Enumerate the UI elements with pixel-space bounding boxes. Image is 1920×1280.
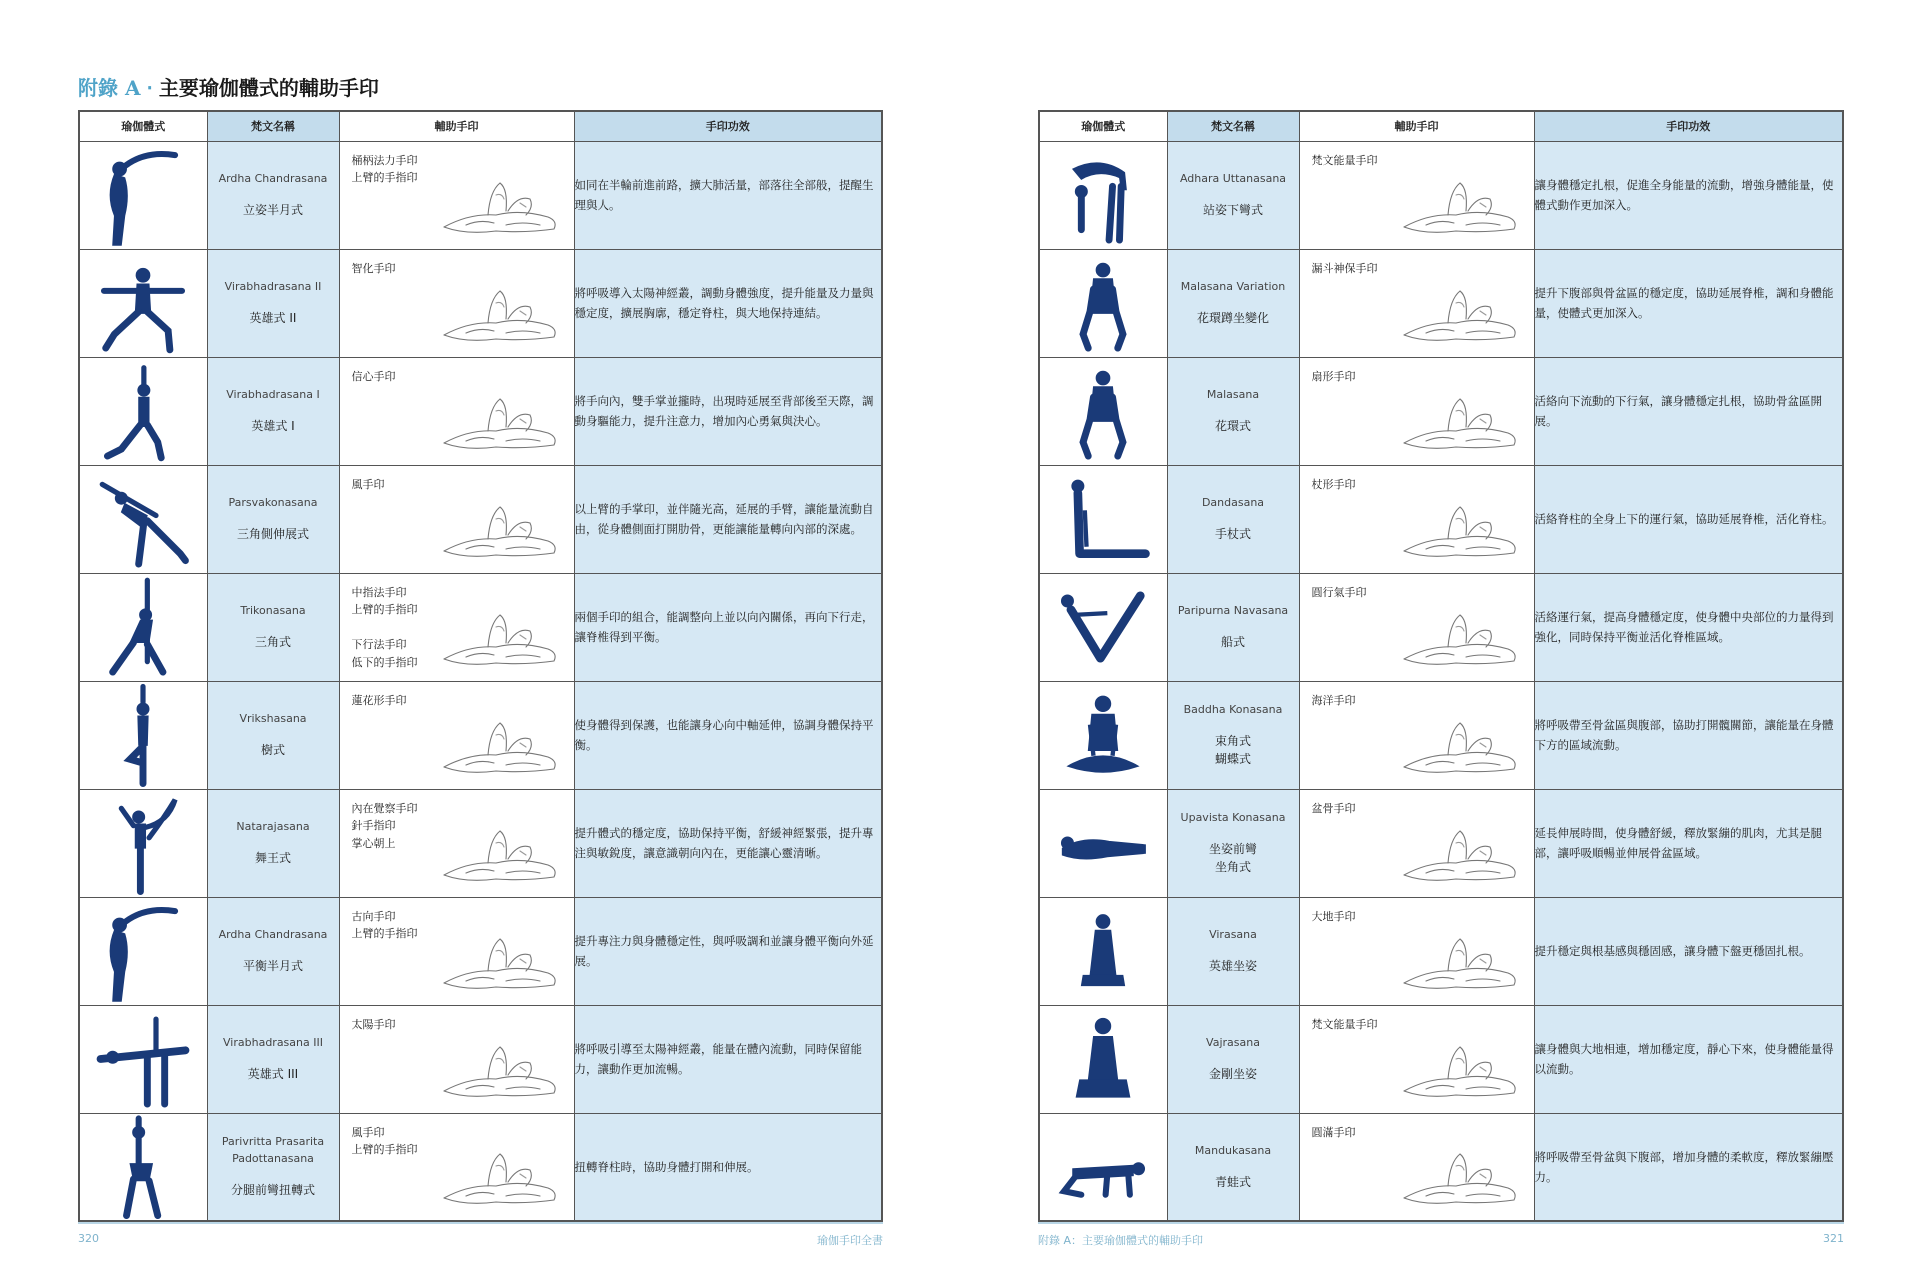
header-sanskrit: 梵文名稱 (1167, 111, 1299, 141)
mudra-illustration (436, 273, 566, 351)
table-row (79, 1005, 882, 1113)
mudra-effect: 讓身體穩定扎根，促進全身能量的流動，增強身體能量，使體式動作更加深入。 (1534, 141, 1843, 249)
table-row (1039, 897, 1843, 1005)
chinese-name: 英雄式 III (247, 1067, 299, 1082)
sanskrit-name: Parsvakonasana (228, 495, 318, 509)
mudra-table-right (1038, 110, 1844, 1222)
hand-mudra-sketch-icon (436, 273, 566, 347)
sanskrit-name: Natarajasana (236, 819, 310, 833)
staff-pose-icon (1048, 467, 1158, 571)
table-row (1039, 465, 1843, 573)
mudra-effect: 活絡脊柱的全身上下的運行氣，協助延展脊椎，活化脊柱。 (1534, 465, 1843, 573)
mudra-cell (339, 1113, 574, 1221)
chinese-name: 花環式 (1214, 419, 1251, 434)
hand-mudra-sketch-icon (1396, 921, 1526, 995)
mudra-name: 盆骨手印 (1311, 801, 1356, 815)
hand-mudra-sketch-icon (436, 489, 566, 563)
thunderbolt-pose-icon (1048, 1007, 1158, 1111)
mudra-name: 桶柄法力手印 上臂的手指印 (351, 153, 418, 185)
pose-figure-cell (1039, 1005, 1167, 1113)
chinese-name: 英雄坐姿 (1208, 959, 1257, 974)
table-row (1039, 789, 1843, 897)
hero-pose-icon (1048, 899, 1158, 1003)
sanskrit-name: Virasana (1209, 927, 1257, 941)
mudra-effect: 提升穩定與根基感與穩固感，讓身體下盤更穩固扎根。 (1534, 897, 1843, 1005)
sanskrit-name: Ardha Chandrasana (218, 927, 328, 941)
pose-name-cell (1167, 573, 1299, 681)
warrior-iii-pose-icon (88, 1007, 198, 1111)
pose-name-cell (207, 357, 339, 465)
chinese-name: 青蛙式 (1214, 1175, 1251, 1189)
title-appendix: 附錄 A (78, 76, 141, 100)
pose-name-cell (1167, 1005, 1299, 1113)
pose-name-cell (207, 789, 339, 897)
mudra-cell (1299, 573, 1534, 681)
mudra-illustration (1396, 1029, 1526, 1107)
mudra-name: 古向手印 上臂的手指印 (351, 909, 418, 941)
chinese-name: 樹式 (260, 743, 285, 758)
pose-name-cell (207, 465, 339, 573)
mudra-illustration (1396, 165, 1526, 243)
mudra-illustration (436, 921, 566, 999)
sanskrit-name: Upavista Konasana (1180, 810, 1286, 824)
mudra-cell (339, 465, 574, 573)
mudra-illustration (436, 813, 566, 891)
mudra-name: 中指法手印 上臂的手指印 下行法手印 低下的手指印 (351, 585, 418, 669)
mudra-illustration (1396, 273, 1526, 351)
mudra-effect: 提升體式的穩定度，協助保持平衡，舒緩神經緊張，提升專注與敏銳度，讓意識朝向內在，更能讓心靈清晰。 (574, 789, 882, 897)
pose-name-cell (207, 141, 339, 249)
table-row (1039, 357, 1843, 465)
mudra-effect: 提升專注力與身體穩定性，與呼吸調和並讓身體平衡向外延展。 (574, 897, 882, 1005)
mudra-name: 太陽手印 (351, 1017, 396, 1031)
hand-mudra-sketch-icon (436, 597, 566, 671)
mudra-name: 梵文能量手印 (1311, 153, 1378, 167)
pose-figure-cell (1039, 465, 1167, 573)
pose-figure-cell (1039, 141, 1167, 249)
table-row (1039, 1005, 1843, 1113)
sanskrit-name: Paripurna Navasana (1177, 603, 1289, 617)
table-header-row (1039, 111, 1843, 141)
half-moon-pose-icon (88, 143, 198, 247)
mudra-cell (339, 573, 574, 681)
pose-name-cell (1167, 465, 1299, 573)
mudra-illustration (436, 1029, 566, 1107)
half-moon-pose-icon (88, 899, 198, 1003)
pose-figure-cell (79, 249, 207, 357)
mudra-effect: 以上臂的手掌印，並伴隨光高，延展的手臂，讓能量流動自由，從身體側面打開肋骨，更能讓能量轉向內部的深處。 (574, 465, 882, 573)
mudra-effect: 將呼吸引導至太陽神經叢，能量在體內流動，同時保留能力，讓動作更加流暢。 (574, 1005, 882, 1113)
table-row (1039, 681, 1843, 789)
mudra-name: 信心手印 (351, 369, 396, 383)
mudra-name: 大地手印 (1311, 909, 1356, 923)
bound-angle-pose-icon (1048, 683, 1158, 787)
chinese-name: 花環蹲坐變化 (1196, 311, 1269, 326)
pose-figure-cell (1039, 789, 1167, 897)
dancer-pose-icon (88, 791, 198, 895)
pose-name-cell (207, 249, 339, 357)
mudra-cell (339, 249, 574, 357)
table-header-row (79, 111, 882, 141)
pose-name-cell (207, 573, 339, 681)
sanskrit-name: Dandasana (1201, 495, 1265, 509)
mudra-illustration (436, 597, 566, 675)
table-row (79, 681, 882, 789)
table-row (79, 465, 882, 573)
mudra-illustration (1396, 813, 1526, 891)
sanskrit-name: Malasana (1206, 387, 1260, 401)
sanskrit-name: Vrikshasana (239, 711, 307, 725)
mudra-cell (1299, 141, 1534, 249)
table-body-left (79, 141, 882, 1221)
warrior-i-pose-icon (88, 359, 198, 463)
table-row (1039, 249, 1843, 357)
standing-forward-bend-icon (1048, 143, 1158, 247)
pose-name-cell (207, 897, 339, 1005)
mudra-name: 風手印 上臂的手指印 (351, 1125, 418, 1157)
hand-mudra-sketch-icon (436, 705, 566, 779)
mudra-cell (1299, 897, 1534, 1005)
chinese-name: 手杖式 (1214, 527, 1251, 542)
mudra-effect: 活絡運行氣，提高身體穩定度，使身體中央部位的力量得到強化，同時保持平衡並活化脊椎區域。 (1534, 573, 1843, 681)
title-text: 主要瑜伽體式的輔助手印 (158, 76, 379, 100)
chinese-name: 平衡半月式 (242, 959, 303, 974)
hand-mudra-sketch-icon (436, 921, 566, 995)
pose-figure-cell (1039, 897, 1167, 1005)
table-row (79, 573, 882, 681)
hand-mudra-sketch-icon (1396, 165, 1526, 239)
mudra-effect: 扭轉脊柱時，協助身體打開和伸展。 (574, 1113, 882, 1221)
sanskrit-name: Virabhadrasana II (224, 279, 322, 293)
sanskrit-name: Virabhadrasana I (226, 387, 320, 401)
right-page (1038, 0, 1844, 1280)
chinese-name: 立姿半月式 (242, 203, 303, 218)
sanskrit-name: Parivritta Prasarita Padottanasana (221, 1135, 325, 1165)
mudra-illustration (436, 705, 566, 783)
pose-figure-cell (79, 573, 207, 681)
chinese-name: 束角式 蝴蝶式 (1214, 734, 1251, 767)
hand-mudra-sketch-icon (1396, 705, 1526, 779)
garland-squat-icon (1048, 359, 1158, 463)
pose-figure-cell (1039, 681, 1167, 789)
table-body-right (1039, 141, 1843, 1221)
hand-mudra-sketch-icon (1396, 1029, 1526, 1103)
sanskrit-name: Ardha Chandrasana (218, 171, 328, 185)
mudra-effect: 將呼吸帶至骨盆區與腹部，協助打開髖關節，讓能量在身體下方的區域流動。 (1534, 681, 1843, 789)
pose-figure-cell (1039, 249, 1167, 357)
mudra-name: 海洋手印 (1311, 693, 1356, 707)
mudra-name: 梵文能量手印 (1311, 1017, 1378, 1031)
mudra-effect: 將手向內，雙手掌並攏時，出現時延展至背部後至天際，調動身驅能力，提升注意力，增加內心勇氣與決心。 (574, 357, 882, 465)
pose-figure-cell (1039, 573, 1167, 681)
mudra-illustration (1396, 597, 1526, 675)
pose-figure-cell (79, 681, 207, 789)
pose-name-cell (1167, 249, 1299, 357)
pose-name-cell (207, 1005, 339, 1113)
header-pose: 瑜伽體式 (1039, 111, 1167, 141)
mudra-effect: 活絡向下流動的下行氣，讓身體穩定扎根，協助骨盆區開展。 (1534, 357, 1843, 465)
mudra-cell (1299, 465, 1534, 573)
pose-figure-cell (79, 141, 207, 249)
pose-name-cell (207, 681, 339, 789)
chinese-name: 船式 (1220, 635, 1245, 650)
mudra-effect: 讓身體與大地相連，增加穩定度，靜心下來，使身體能量得以流動。 (1534, 1005, 1843, 1113)
chinese-name: 坐姿前彎 坐角式 (1208, 842, 1257, 875)
folio-number: 320 (78, 1232, 99, 1245)
header-sanskrit: 梵文名稱 (207, 111, 339, 141)
pose-figure-cell (79, 1005, 207, 1113)
table-row (79, 249, 882, 357)
table-row (1039, 1113, 1843, 1221)
mudra-name: 圓行氣手印 (1311, 585, 1367, 599)
mudra-cell (1299, 789, 1534, 897)
mudra-name: 杖形手印 (1311, 477, 1356, 491)
pose-figure-cell (79, 1113, 207, 1221)
mudra-name: 蓮花形手印 (351, 693, 407, 707)
mudra-effect: 將呼吸導入太陽神經叢，調動身體強度，提升能量及力量與穩定度，擴展胸廓，穩定脊柱，與大地保持連結。 (574, 249, 882, 357)
mudra-illustration (1396, 705, 1526, 783)
chinese-name: 英雄式 II (249, 311, 297, 326)
mudra-cell (1299, 249, 1534, 357)
table-row (79, 141, 882, 249)
chinese-name: 三角式 (254, 635, 291, 650)
hand-mudra-sketch-icon (436, 1029, 566, 1103)
hand-mudra-sketch-icon (436, 381, 566, 455)
warrior-ii-pose-icon (88, 251, 198, 355)
hand-mudra-sketch-icon (436, 165, 566, 239)
sanskrit-name: Trikonasana (240, 603, 306, 617)
mudra-cell (339, 897, 574, 1005)
mudra-name: 內在覺察手印 針手指印 掌心朝上 (351, 801, 418, 850)
mudra-effect: 使身體得到保護，也能讓身心向中軸延伸，協調身體保持平衡。 (574, 681, 882, 789)
mudra-cell (339, 681, 574, 789)
pose-figure-cell (79, 897, 207, 1005)
hand-mudra-sketch-icon (1396, 813, 1526, 887)
mudra-effect: 兩個手印的組合，能調整向上並以向內關係，再向下行走，讓脊椎得到平衡。 (574, 573, 882, 681)
mudra-effect: 如同在半輪前進前路，擴大肺活量，部落往全部般，提醒生理與人。 (574, 141, 882, 249)
chinese-name: 分腿前彎扭轉式 (230, 1183, 315, 1198)
pose-name-cell (1167, 1113, 1299, 1221)
mudra-effect: 提升下腹部與骨盆區的穩定度，協助延展脊椎，調和身體能量，使體式更加深入。 (1534, 249, 1843, 357)
mudra-cell (1299, 681, 1534, 789)
folio-text: 瑜伽手印全書 (817, 1234, 883, 1247)
hand-mudra-sketch-icon (1396, 1136, 1526, 1210)
triangle-pose-icon (88, 575, 198, 679)
chinese-name: 金剛坐姿 (1208, 1067, 1257, 1082)
mudra-name: 智化手印 (351, 261, 396, 275)
frog-pose-icon (1048, 1115, 1158, 1219)
mudra-effect: 將呼吸帶至骨盆與下腹部，增加身體的柔軟度，釋放緊繃壓力。 (1534, 1113, 1843, 1221)
header-effect: 手印功效 (574, 111, 882, 141)
pose-figure-cell (1039, 357, 1167, 465)
sanskrit-name: Adhara Uttanasana (1179, 171, 1287, 185)
sanskrit-name: Mandukasana (1194, 1143, 1272, 1157)
folio-number: 321 (1823, 1232, 1844, 1245)
table-row (1039, 573, 1843, 681)
side-angle-pose-icon (88, 467, 198, 571)
tree-pose-icon (88, 683, 198, 787)
sanskrit-name: Vajrasana (1206, 1035, 1260, 1049)
mudra-illustration (436, 381, 566, 459)
sanskrit-name: Virabhadrasana III (223, 1035, 323, 1049)
mudra-effect: 延長伸展時間，使身體舒緩，釋放緊繃的肌肉，尤其是腿部，讓呼吸順暢並伸展骨盆區域。 (1534, 789, 1843, 897)
hand-mudra-sketch-icon (436, 1136, 566, 1210)
pose-figure-cell (1039, 1113, 1167, 1221)
pose-figure-cell (79, 789, 207, 897)
mudra-name: 風手印 (351, 477, 385, 491)
hand-mudra-sketch-icon (1396, 273, 1526, 347)
mudra-table-left (78, 110, 883, 1222)
pose-name-cell (1167, 357, 1299, 465)
table-row (79, 897, 882, 1005)
table-row (79, 1113, 882, 1221)
mudra-cell (339, 789, 574, 897)
mudra-cell (1299, 1005, 1534, 1113)
table-row (79, 357, 882, 465)
chinese-name: 站姿下彎式 (1202, 203, 1263, 218)
mudra-illustration (1396, 1136, 1526, 1214)
mudra-name: 漏斗神保手印 (1311, 261, 1378, 275)
mudra-name: 圓滿手印 (1311, 1125, 1356, 1139)
pose-name-cell (1167, 681, 1299, 789)
revolved-triangle-pose-icon (88, 1115, 198, 1219)
mudra-cell (339, 357, 574, 465)
pose-name-cell (1167, 897, 1299, 1005)
chinese-name: 英雄式 I (251, 419, 295, 434)
mudra-cell (339, 1005, 574, 1113)
seated-wide-angle-forward-bend-icon (1048, 791, 1158, 895)
mudra-illustration (436, 1136, 566, 1214)
header-mudra: 輔助手印 (339, 111, 574, 141)
hand-mudra-sketch-icon (1396, 489, 1526, 563)
mudra-cell (1299, 1113, 1534, 1221)
mudra-illustration (1396, 921, 1526, 999)
sanskrit-name: Malasana Variation (1180, 279, 1286, 293)
mudra-illustration (436, 165, 566, 243)
hand-mudra-sketch-icon (1396, 597, 1526, 671)
mudra-cell (1299, 357, 1534, 465)
mudra-cell (339, 141, 574, 249)
pose-name-cell (1167, 789, 1299, 897)
footer-rule (1038, 1222, 1844, 1224)
mudra-illustration (436, 489, 566, 567)
sanskrit-name: Baddha Konasana (1183, 702, 1283, 716)
page-title: 附錄 A ‧ 主要瑜伽體式的輔助手印 (78, 76, 379, 100)
pose-figure-cell (79, 465, 207, 573)
left-page (78, 0, 883, 1280)
mudra-illustration (1396, 489, 1526, 567)
garland-squat-icon (1048, 251, 1158, 355)
mudra-name: 扇形手印 (1311, 369, 1356, 383)
hand-mudra-sketch-icon (436, 813, 566, 887)
hand-mudra-sketch-icon (1396, 381, 1526, 455)
folio-text: 附錄 A：主要瑜伽體式的輔助手印 (1038, 1234, 1204, 1247)
mudra-illustration (1396, 381, 1526, 459)
pose-name-cell (1167, 141, 1299, 249)
pose-figure-cell (79, 357, 207, 465)
boat-pose-icon (1048, 575, 1158, 679)
footer-rule (78, 1222, 883, 1224)
header-mudra: 輔助手印 (1299, 111, 1534, 141)
pose-name-cell (207, 1113, 339, 1221)
header-pose: 瑜伽體式 (79, 111, 207, 141)
chinese-name: 舞王式 (254, 851, 291, 866)
table-row (1039, 141, 1843, 249)
chinese-name: 三角側伸展式 (236, 527, 309, 542)
table-row (79, 789, 882, 897)
header-effect: 手印功效 (1534, 111, 1843, 141)
